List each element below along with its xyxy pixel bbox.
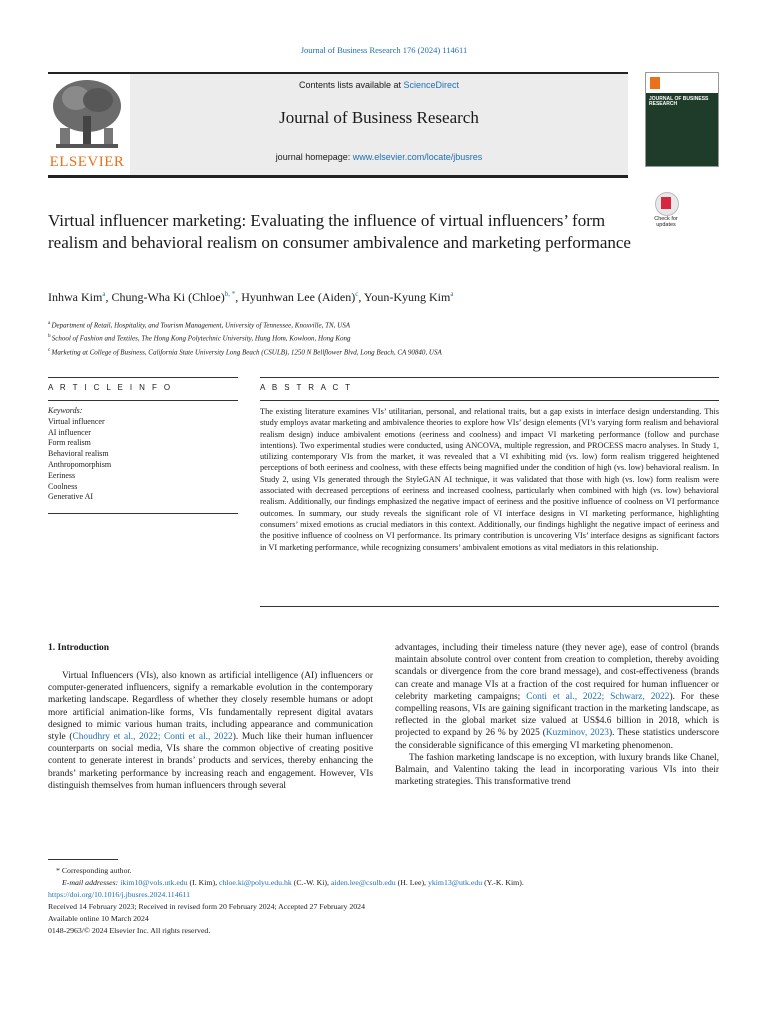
article-info-heading: A R T I C L E I N F O	[48, 383, 173, 392]
keywords-rule	[48, 400, 238, 401]
abstract-text: The existing literature examines VIs’ utilitarian, personal, and relational traits, but a gap exists in interface design understanding. This study employs avatar marketing and ambivalence theories to explore how VIs’ design elements (VI’s varying form realism and behavioral realism design) induce ambivalent emotions (eeriness and coolness) and impact VI marketing performance (follow and purchase intentions). Two experimental studies were conducted, using ANCOVA, multiple regression, and PROCESS macro analyses. In Study 1, utilizing contemporary VIs from the market, it was revealed that a VI exhibiting mid (vs. low) form realism triggered heightened perceptions of both eeriness and coolness, with these effects being magnified under the condition of high (vs. low) behavioral realism. In Study 2, using VIs generated through the StyleGAN AI technique, it was validated that those with high (vs. low) form realism were associated with decreased perceptions of eeriness and increased coolness, particularly when combined with high (vs. low) behavioral realism. Additionally, our findings emphasized the negative impact of eeriness and the positive influence of coolness on VI performance outcomes. In summary, our study reveals the significant role of VI interface designs in VI marketing performance, highlighting consumers’ mixed emotions as crucial mediators in this context. Additionally, our findings highlight the negative impact of eeriness and the positive influence of coolness on VI performance. Its primary contribution is uncovering VIs’ interface designs as significant factors in VI marketing performance, while recognizing consumers’ ambivalent emotions as vital mediators in this relationship.	[260, 407, 719, 552]
check-for-updates-badge[interactable]	[648, 192, 684, 232]
intro-paragraph-2: The fashion marketing landscape is no exception, with luxury brands like Chanel, Balmain, and Valentino taking the lead in incorporating various VIs into their marketing strategies. This transformative trend	[395, 752, 719, 788]
keyword-item: Form realism	[48, 438, 91, 448]
keyword-item: Generative AI	[48, 492, 94, 502]
author-affiliation-marker[interactable]: a	[450, 290, 454, 298]
intro-paragraph-1	[48, 670, 373, 792]
abstract-rule	[260, 377, 719, 378]
affiliation-text: Department of Retail, Hospitality, and Tourism Management, University of Tennessee, Knoxville, TN, USA	[51, 321, 350, 330]
citation-link[interactable]: Conti et al., 2022; Schwarz, 2022	[526, 691, 670, 702]
affiliation-marker: c	[48, 347, 52, 353]
copyright-line: 0148-2963/© 2024 Elsevier Inc. All rights reserved.	[48, 926, 211, 935]
affiliation-item	[48, 331, 728, 344]
journal-header	[48, 72, 628, 178]
email-link[interactable]: aiden.lee@csulb.edu	[330, 878, 396, 887]
cover-logo-icon	[650, 77, 660, 89]
keywords-list	[48, 417, 238, 503]
abstract-heading: A B S T R A C T	[260, 383, 353, 392]
elsevier-tree-logo	[48, 76, 126, 171]
intro-p1-text-b: ). Much like their human influencer counterparts on social media, VIs share the common objective of creating positive content to generate interest in brands’ products and services, thereby enhancing the brands’ marketing performance by increasing reach and engagement. However, VIs distinguish themselves from human influencers through several	[48, 732, 373, 791]
journal-cover-thumbnail[interactable]	[645, 72, 719, 167]
footnote-rule	[48, 859, 118, 860]
citation-link[interactable]: Choudhry et al., 2022; Conti et al., 2022	[72, 732, 233, 743]
keyword-item: Anthropomorphism	[48, 459, 112, 469]
author-separator: ,	[358, 290, 364, 304]
contents-prefix: Contents lists available at	[298, 80, 404, 90]
journal-reference[interactable]: Journal of Business Research 176 (2024) 114611	[300, 45, 468, 55]
affiliation-text: School of Fashion and Textiles, The Hong Kong Polytechnic University, Hung Hom, Kowloon, Hong Kong	[51, 334, 351, 343]
keywords-block	[48, 406, 238, 503]
author-name: Youn-Kyung Kim	[363, 290, 451, 304]
sciencedirect-link[interactable]: ScienceDirect	[403, 80, 460, 90]
body-column-right	[395, 642, 719, 788]
author-separator: ,	[235, 290, 242, 304]
article-info-rule	[48, 377, 238, 378]
keyword-item: Virtual influencer	[48, 416, 105, 426]
email-link[interactable]: chloe.ki@polyu.edu.hk	[218, 878, 292, 887]
section-heading-introduction: 1. Introduction	[48, 643, 110, 653]
cover-title: JOURNAL OF BUSINESS RESEARCH	[649, 96, 709, 107]
email-link[interactable]: ikim10@vols.utk.edu	[120, 878, 188, 887]
body-column-left	[48, 670, 373, 792]
affiliation-text: Marketing at College of Business, California State University Long Beach (CSULB), 1250 N Bellflower Blvd, Long Beach, CA 90840, USA	[51, 347, 442, 356]
author-affiliation-marker[interactable]: c	[355, 290, 359, 298]
intro-p1-text-a: Virtual Influencers (VIs), also known as artificial intelligence (AI) influencers or computer-generated influencers, signify a remarkable evolution in the contemporary marketing landscape. Regardless of whether they closely resemble humans or adopt more artificial animation-like forms, VIs fundamentally represent digital avatars designed to mimic various human traits, including appearance and communication style (	[48, 671, 373, 743]
bookmark-icon	[661, 197, 671, 209]
affiliation-marker: a	[48, 321, 52, 326]
contents-line	[130, 80, 628, 90]
author-affiliation-marker[interactable]: a	[102, 290, 106, 298]
check-label-line2: updates	[656, 222, 676, 228]
affiliation-marker: b	[48, 334, 52, 340]
author-list	[48, 290, 648, 305]
author-name: Inhwa Kim	[48, 290, 103, 304]
author-affiliation-marker[interactable]: b, *	[224, 290, 236, 298]
email-owner: (Y.-K. Kim).	[482, 878, 524, 887]
corresponding-author-note: * Corresponding author.	[56, 866, 132, 875]
check-label-line1: Check for	[654, 216, 678, 222]
intro-r1-text-c: ). These statistics underscore the considerable significance of this emerging VI marketing phenomenon.	[395, 728, 719, 751]
abstract-bottom-rule	[260, 606, 719, 607]
keyword-item: Behavioral realism	[48, 449, 109, 459]
email-owner: (H. Lee),	[395, 878, 428, 887]
email-label: E-mail addresses:	[62, 878, 121, 887]
email-addresses	[48, 877, 728, 889]
check-for-updates-label	[648, 216, 684, 228]
available-online-date: Available online 10 March 2024	[48, 914, 149, 923]
homepage-prefix: journal homepage:	[275, 152, 353, 162]
keyword-item: Coolness	[48, 481, 78, 491]
footnotes	[48, 865, 728, 937]
keywords-label: Keywords:	[48, 406, 83, 415]
affiliation-item	[48, 318, 728, 331]
author-name: Hyunhwan Lee (Aiden)	[241, 290, 356, 304]
affiliation-list	[48, 318, 728, 358]
intro-r1-text-a: advantages, including their timeless nature (they never age), ease of control (brands maintain absolute control over content from creation to completion, thereby avoiding scandals or divergence from the core brand message), and cost-effectiveness (brands can create and manage VIs at a fraction of the cost required for human influencer or celebrity marketing campaigns;	[395, 643, 719, 702]
journal-title: Journal of Business Research	[279, 108, 479, 127]
homepage-link[interactable]: www.elsevier.com/locate/jbusres	[352, 152, 483, 162]
article-title: Virtual influencer marketing: Evaluating the influence of virtual influencers’ form realism and behavioral realism on consumer ambivalence and marketing performance	[48, 211, 631, 252]
author-separator: ,	[105, 290, 112, 304]
doi-link[interactable]: https://doi.org/10.1016/j.jbusres.2024.114611	[48, 890, 191, 899]
publisher-name: ELSEVIER	[49, 154, 125, 170]
journal-homepage	[130, 152, 628, 162]
affiliation-item	[48, 345, 728, 358]
keyword-item: Eeriness	[48, 470, 76, 480]
email-link[interactable]: ykim13@utk.edu	[427, 878, 483, 887]
received-dates: Received 14 February 2023; Received in revised form 20 February 2024; Accepted 27 February 2024	[48, 902, 365, 911]
keywords-bottom-rule	[48, 513, 238, 514]
email-owner: (C.-W. Ki),	[291, 878, 331, 887]
abstract-top-rule	[260, 400, 719, 401]
email-owner: (I. Kim),	[187, 878, 219, 887]
intro-paragraph-1-cont	[395, 642, 719, 752]
keyword-item: AI influencer	[48, 427, 91, 437]
citation-link[interactable]: Kuzminov, 2023	[545, 728, 609, 739]
author-name: Chung-Wha Ki (Chloe)	[111, 290, 225, 304]
intro-r1-text-b: ). For these compelling reasons, VIs are gaining significant traction in the marketing landscape, as reflected in the global market size valued at US$4.6 billion in 2018, which is projected to expand by 26 % by 2025 (	[395, 691, 719, 739]
